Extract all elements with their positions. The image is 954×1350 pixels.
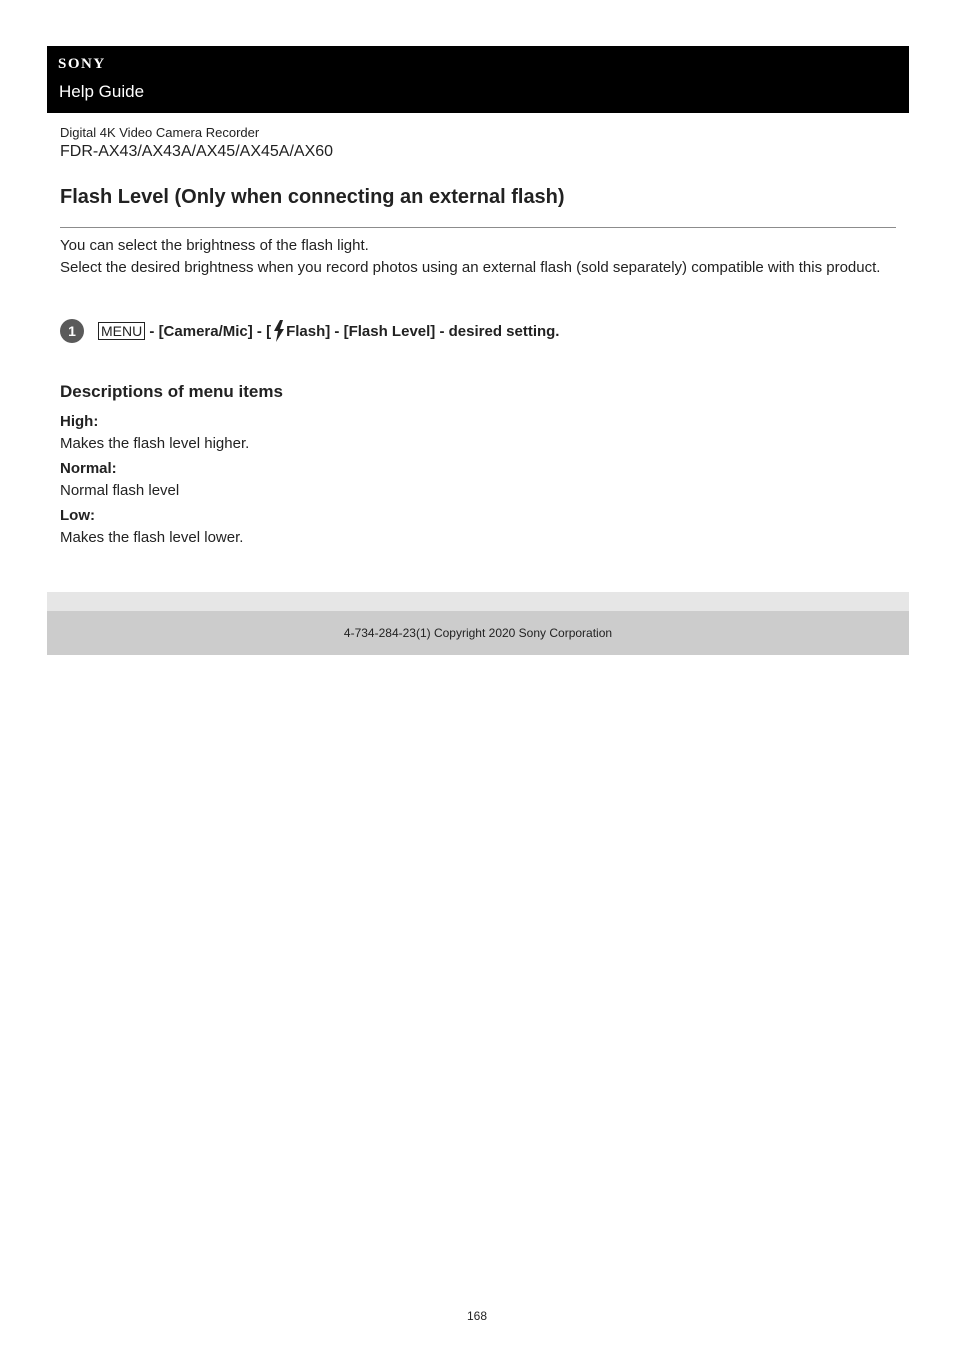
- item-term-low: Low:: [60, 507, 95, 524]
- menu-items-list: [60, 411, 249, 552]
- flash-icon: [273, 320, 285, 342]
- item-desc-low: Makes the flash level lower.: [60, 529, 244, 546]
- header-bar: [47, 46, 909, 113]
- step-text-start: - [Camera/Mic] - [: [145, 322, 272, 340]
- title-divider: [60, 227, 896, 228]
- item-desc-high: Makes the flash level higher.: [60, 435, 250, 452]
- intro-line: Select the desired brightness when you record photos using an external flash (sold separately) compatible with this product.: [60, 258, 881, 276]
- intro-line: You can select the brightness of the flash light.: [60, 237, 369, 254]
- help-guide-title: Help Guide: [59, 82, 145, 101]
- step-text-end: Flash] - [Flash Level] - desired setting.: [286, 322, 560, 340]
- menu-button-icon: MENU: [98, 322, 145, 340]
- section-heading: Descriptions of menu items: [60, 382, 283, 401]
- item-term-high: High:: [60, 413, 99, 430]
- step-number-badge: 1: [60, 319, 84, 343]
- page-title: Flash Level (Only when connecting an external flash): [60, 186, 565, 208]
- footer-bar: [47, 611, 909, 655]
- product-category: Digital 4K Video Camera Recorder: [60, 125, 260, 140]
- sony-logo: SONY: [58, 56, 106, 72]
- intro-text: [60, 235, 896, 278]
- item-term-normal: Normal:: [60, 460, 117, 477]
- item-desc-normal: Normal flash level: [60, 482, 180, 499]
- procedure-step: [60, 318, 559, 344]
- footer-strip: [47, 592, 909, 611]
- model-names: FDR-AX43/AX43A/AX45/AX45A/AX60: [60, 143, 334, 160]
- copyright-text: 4-734-284-23(1) Copyright 2020 Sony Corporation: [343, 626, 613, 640]
- page-number: 168: [466, 1309, 488, 1323]
